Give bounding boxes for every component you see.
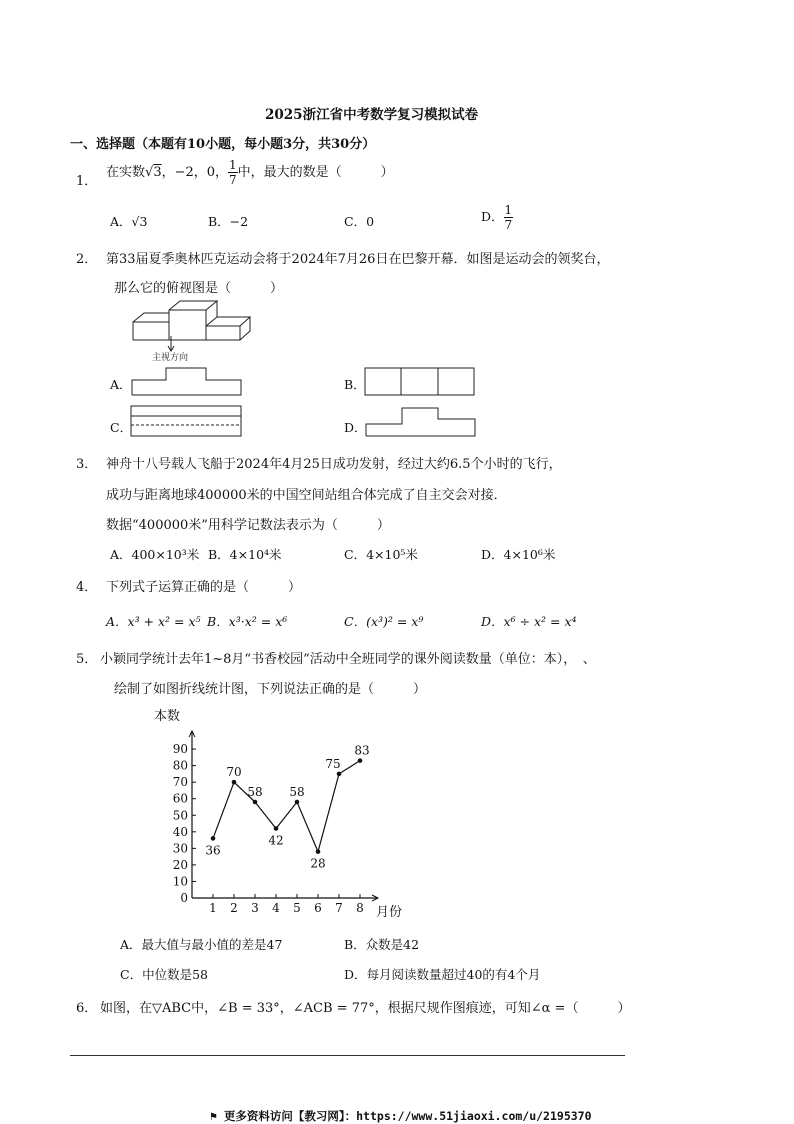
q4-option-c: C．(x³)² = x⁹ (344, 614, 424, 629)
q5-option-a: A．最大值与最小值的差是47 (120, 937, 283, 952)
q2-line2: 那么它的俯视图是（ ） (114, 281, 284, 296)
x-tick-label: 1 (209, 901, 217, 915)
q1-number: 1． (76, 174, 98, 189)
q3-option-c: C．4×10⁵米 (344, 547, 418, 562)
y-tick-label: 80 (172, 758, 188, 773)
q2-option-c-label: C． (110, 420, 133, 435)
q2-option-b-label: B． (344, 377, 366, 392)
podium-figure (128, 296, 253, 366)
q1-option-d: D． $\frac{1}{7}$ (481, 203, 513, 232)
q5-line1: 小颖同学统计去年1~8月“书香校园”活动中全班同学的课外阅读数量（单位：本）， 、 (100, 652, 596, 667)
x-tick-label: 4 (272, 901, 280, 915)
y-tick-label: 0 (180, 891, 188, 905)
q2-number: 2． (76, 252, 98, 267)
y-tick-label: 20 (172, 857, 188, 872)
data-label: 70 (226, 765, 242, 780)
q1-option-d-fraction: $\frac{1}{7}$ (504, 203, 513, 232)
q2-option-c-shape (129, 404, 244, 438)
q6-number: 6． (76, 1001, 98, 1016)
q5-option-b: B．众数是42 (344, 937, 420, 952)
q2-line1: 第33届夏季奥林匹克运动会将于2024年7月26日在巴黎开幕．如图是运动会的领奖台， (106, 252, 610, 267)
chart-axes (189, 731, 378, 901)
page-title: 2025浙江省中考数学复习模拟试卷 (265, 107, 479, 123)
footer-link[interactable] (210, 1108, 592, 1124)
x-tick-label: 6 (314, 901, 322, 915)
q5-option-d: D．每月阅读数量超过40的有4个月 (344, 967, 541, 982)
data-label: 36 (205, 843, 221, 858)
q3-line3: 数据“400000米”用科学记数法表示为（ ） (106, 518, 390, 533)
data-point (337, 772, 342, 777)
figure-caption: 主视方向 (152, 353, 189, 363)
data-point (253, 800, 258, 805)
q1-option-a: A．√3 (110, 214, 148, 229)
q1-option-b: B．−2 (208, 214, 249, 229)
chart-series (205, 744, 369, 871)
x-tick-label: 8 (356, 901, 364, 915)
x-axis-label: 月份 (376, 905, 403, 920)
x-tick-label: 3 (251, 901, 259, 915)
data-point (211, 836, 216, 841)
y-tick-label: 30 (172, 841, 188, 856)
sqrt3-symbol: √3 (145, 165, 162, 180)
data-label: 83 (354, 743, 370, 758)
q4-option-a: A．x³ + x² = x⁵ (106, 614, 201, 629)
section-heading: 一、选择题（本题有10小题，每小题3分，共30分） (70, 137, 376, 152)
q1-fraction: $\frac{1}{7}$ (229, 158, 237, 187)
q1-suffix: 中，最大的数是（ ） (237, 165, 394, 180)
q1-prefix: 在实数 (106, 165, 146, 180)
q5-option-c: C．中位数是58 (120, 967, 208, 982)
q2-option-a-shape (130, 364, 245, 398)
y-tick-label: 60 (172, 791, 188, 806)
q2-option-d-label: D． (344, 420, 367, 435)
q3-line2: 成功与距离地球400000米的中国空间站组合体完成了自主交会对接． (106, 488, 507, 503)
footer-divider (70, 1055, 625, 1056)
q1-list: ，−2，0， (161, 165, 229, 180)
q4-option-b: B．x³·x² = x⁶ (207, 614, 288, 629)
q2-option-a-label: A． (110, 377, 132, 392)
q3-option-d: D．4×10⁶米 (481, 547, 556, 562)
y-tick-label: 40 (172, 824, 188, 839)
q3-number: 3． (76, 457, 98, 472)
y-tick-label: 50 (172, 808, 188, 823)
data-label: 42 (268, 833, 284, 848)
q3-option-a: A．400×10³米 (110, 547, 200, 562)
x-tick-label: 5 (293, 901, 301, 915)
x-tick-label: 7 (335, 901, 343, 915)
flag-icon: ⚑ (210, 1109, 217, 1123)
data-point (274, 826, 279, 831)
data-point (358, 758, 363, 763)
q3-option-b: B．4×10⁴米 (208, 547, 282, 562)
x-tick-label: 2 (230, 901, 238, 915)
q1-stem (106, 158, 394, 188)
q2-option-b-shape (363, 366, 478, 398)
data-label: 58 (247, 785, 263, 800)
q4-line1: 下列式子运算正确的是（ ） (106, 580, 302, 595)
data-point (232, 780, 237, 785)
q5-line2: 绘制了如图折线统计图，下列说法正确的是（ ） (114, 682, 427, 697)
q1-option-c: C．0 (344, 214, 375, 229)
y-tick-label: 10 (172, 874, 188, 889)
data-point (295, 800, 300, 805)
q4-number: 4． (76, 580, 98, 595)
q4-option-d: D．x⁶ ÷ x² = x⁴ (481, 614, 577, 629)
data-label: 28 (310, 856, 326, 871)
data-point (316, 849, 321, 854)
q6-text: 如图，在▽ABC中，∠B = 33°，∠ACB = 77°，根据尺规作图痕迹，可知∠α =（ ） (100, 1001, 631, 1016)
data-label: 58 (289, 785, 305, 800)
y-tick-label: 90 (172, 742, 188, 757)
footer-text: 更多资料访问【教习网】：https://www.51jiaoxi.com/u/2195370 (223, 1109, 592, 1123)
q3-line1: 神舟十八号载人飞船于2024年4月25日成功发射，经过大约6.5个小时的飞行， (106, 457, 562, 472)
data-label: 75 (325, 756, 341, 771)
q5-number: 5． (76, 652, 98, 667)
y-axis-label: 本数 (154, 709, 181, 724)
q2-option-d-shape (364, 405, 479, 439)
y-tick-label: 70 (172, 775, 188, 790)
line-chart (150, 700, 420, 920)
